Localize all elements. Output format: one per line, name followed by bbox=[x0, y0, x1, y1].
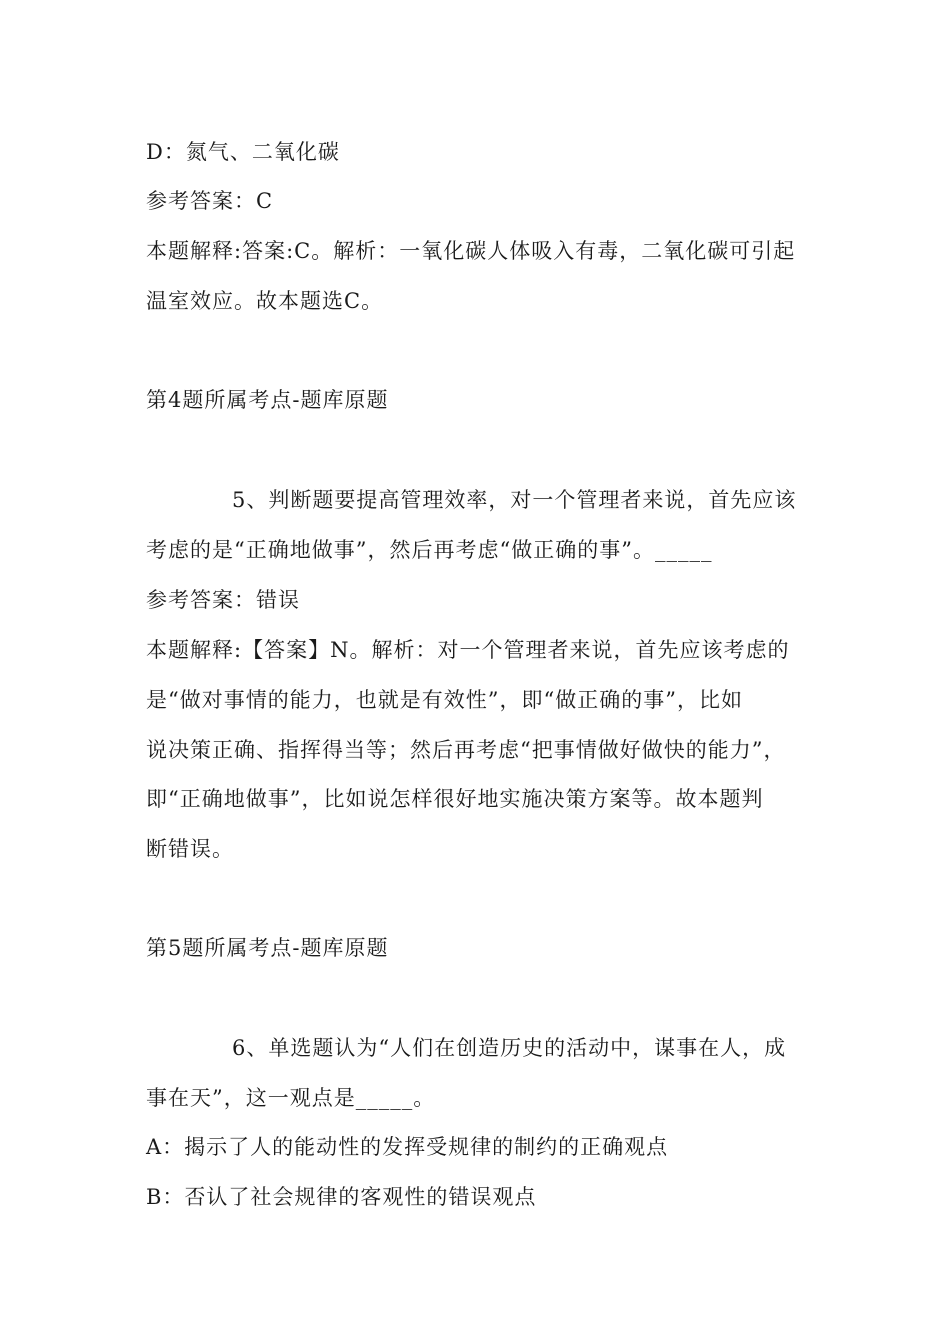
q4-topic: 第4题所属考点-题库原题 bbox=[146, 388, 389, 412]
q6-option-b: B：否认了社会规律的客观性的错误观点 bbox=[146, 1185, 537, 1209]
q5-explanation-line-1: 本题解释:【答案】N。解析：对一个管理者来说，首先应该考虑的 bbox=[146, 638, 790, 662]
q3-option-d: D：氮气、二氧化碳 bbox=[146, 140, 340, 164]
q5-stem-line-1: 5、判断题要提高管理效率，对一个管理者来说，首先应该 bbox=[232, 488, 797, 512]
q6-option-a: A：揭示了人的能动性的发挥受规律的制约的正确观点 bbox=[146, 1135, 669, 1159]
q5-topic: 第5题所属考点-题库原题 bbox=[146, 936, 389, 960]
q5-explanation-line-4: 即“正确地做事”，比如说怎样很好地实施决策方案等。故本题判 bbox=[146, 787, 764, 811]
q3-explanation-line-2: 温室效应。故本题选C。 bbox=[146, 289, 384, 313]
q5-explanation-line-3: 说决策正确、指挥得当等；然后再考虑“把事情做好做快的能力”， bbox=[146, 738, 786, 762]
q6-stem-line-2: 事在天”，这一观点是_____。 bbox=[146, 1086, 436, 1110]
q5-answer: 参考答案：错误 bbox=[146, 588, 300, 612]
q3-explanation-line-1: 本题解释:答案:C。解析：一氧化碳人体吸入有毒，二氧化碳可引起 bbox=[146, 239, 796, 263]
q6-stem-line-1: 6、单选题认为“人们在创造历史的活动中，谋事在人，成 bbox=[232, 1036, 787, 1060]
q5-stem-line-2: 考虑的是“正确地做事”，然后再考虑“做正确的事”。_____ bbox=[146, 538, 713, 562]
q5-explanation-line-2: 是“做对事情的能力，也就是有效性”，即“做正确的事”，比如 bbox=[146, 688, 743, 712]
q3-answer: 参考答案：C bbox=[146, 189, 274, 213]
q5-explanation-line-5: 断错误。 bbox=[146, 837, 234, 861]
